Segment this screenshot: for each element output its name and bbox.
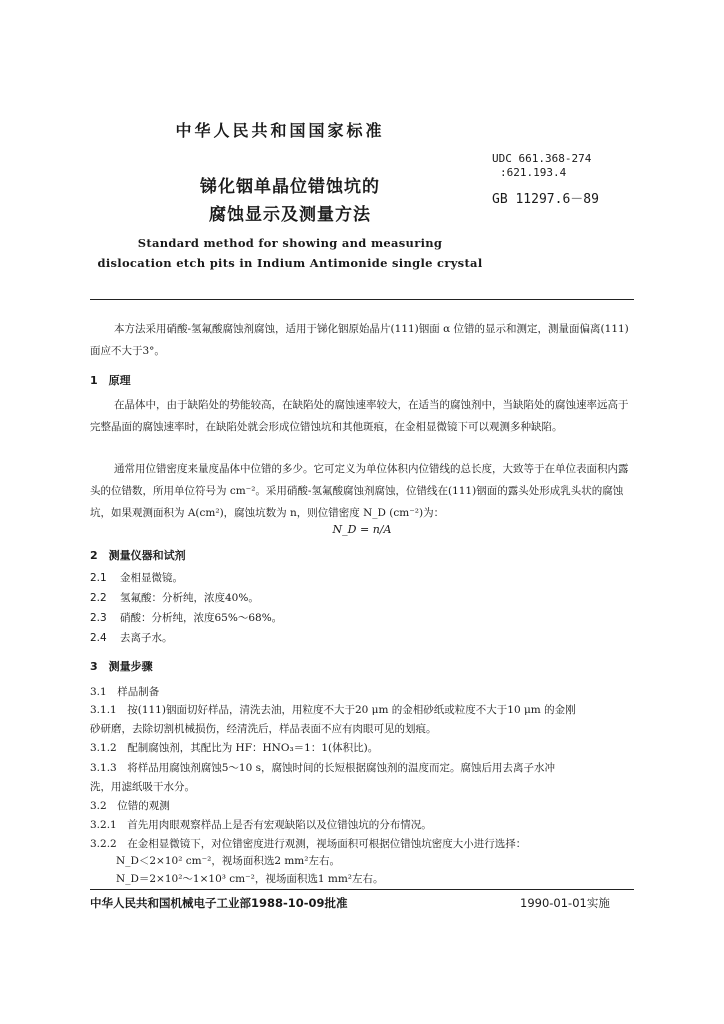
approval-statement: 中华人民共和国机械电子工业部1988-10-09批准 bbox=[90, 896, 348, 910]
standard-header-title: 中华人民共和国国家标准 bbox=[175, 121, 385, 140]
top-divider bbox=[90, 299, 634, 300]
title-en-line2: dislocation etch pits in Indium Antimonide single crystal bbox=[97, 256, 483, 270]
item-text: 硝酸：分析纯，浓度65%～68%。 bbox=[120, 612, 283, 624]
subsection-3-2-2: 3.2.2 在金相显微镜下，对位错密度进行观测，视场面积可根据位错蚀坑密度大小进行选择： bbox=[90, 838, 527, 850]
section-1-heading: 1 原理 bbox=[90, 374, 131, 387]
section-2-item bbox=[90, 588, 634, 608]
gb-number: GB 11297.6－89 bbox=[492, 192, 599, 207]
section-1-paragraph-2: 通常用位错密度来量度晶体中位错的多少。它可定义为单位体积内位错线的总长度，大致等于在单位表面积内露头的位错数，所用单位符号为 cm⁻²。采用硝酸-氢氟酸腐蚀剂腐蚀，位错线在(111)铟面的露头处形成乳头状的腐蚀坑，如果观测面积为 A(cm²)，腐蚀坑数为 n，则位错密度 N_D (cm⁻²)为： bbox=[90, 463, 629, 519]
dislocation-density-formula: N_D = n/A bbox=[332, 523, 392, 536]
field-area-condition-2: N_D＝2×10²～1×10³ cm⁻²，视场面积选1 mm²左右。 bbox=[116, 873, 384, 885]
title-en-line1: Standard method for showing and measuring bbox=[137, 236, 443, 250]
item-number: 2.1 bbox=[90, 572, 107, 584]
subsection-3-1-3-line2: 洗，用滤纸吸干水分。 bbox=[90, 781, 195, 793]
title-cn-line1: 锑化铟单晶位错蚀坑的 bbox=[200, 177, 380, 197]
section-2-item bbox=[90, 568, 634, 588]
field-area-condition-1: N_D＜2×10² cm⁻²，视场面积选2 mm²左右。 bbox=[116, 855, 340, 867]
udc-code-line2: :621.193.4 bbox=[500, 166, 567, 179]
item-text: 氢氟酸：分析纯，浓度40%。 bbox=[120, 592, 259, 604]
section-1-paragraph-1: 在晶体中，由于缺陷处的势能较高，在缺陷处的腐蚀速率较大，在适当的腐蚀剂中，当缺陷处的腐蚀速率远高于完整晶面的腐蚀速率时，在缺陷处就会形成位错蚀坑和其他斑痕，在金相显微镜下可以观测多种缺陷。 bbox=[90, 399, 629, 433]
section-2-item bbox=[90, 608, 634, 628]
subsection-3-1: 3.1 样品制备 bbox=[90, 686, 160, 698]
item-number: 2.2 bbox=[90, 592, 107, 604]
item-text: 去离子水。 bbox=[120, 632, 173, 644]
subsection-3-1-2: 3.1.2 配制腐蚀剂，其配比为 HF：HNO₃＝1：1(体积比)。 bbox=[90, 742, 379, 754]
implementation-date: 1990-01-01实施 bbox=[520, 896, 610, 910]
item-number: 2.4 bbox=[90, 632, 107, 644]
section-3-heading: 3 测量步骤 bbox=[90, 660, 153, 673]
subsection-3-2-1: 3.2.1 首先用肉眼观察样品上是否有宏观缺陷以及位错蚀坑的分布情况。 bbox=[90, 819, 432, 831]
footer-divider bbox=[90, 889, 634, 890]
udc-code-line1: UDC 661.368-274 bbox=[492, 152, 592, 165]
item-number: 2.3 bbox=[90, 612, 107, 624]
subsection-3-1-3-line1: 3.1.3 将样品用腐蚀剂腐蚀5～10 s，腐蚀时间的长短根据腐蚀剂的温度而定。腐蚀后用去离子水冲 bbox=[90, 762, 555, 774]
subsection-3-1-1-line1: 3.1.1 按(111)铟面切好样品，清洗去油，用粒度不大于20 μm 的金相砂纸或粒度不大于10 μm 的金刚 bbox=[90, 704, 576, 716]
subsection-3-2: 3.2 位错的观测 bbox=[90, 800, 170, 812]
section-2-heading: 2 测量仪器和试剂 bbox=[90, 549, 186, 562]
item-text: 金相显微镜。 bbox=[120, 572, 183, 584]
section-2-item bbox=[90, 628, 634, 648]
intro-paragraph: 本方法采用硝酸-氢氟酸腐蚀剂腐蚀，适用于锑化铟原始晶片(111)铟面 α 位错的显示和测定，测量面偏离(111)面应不大于3°。 bbox=[90, 323, 629, 357]
subsection-3-1-1-line2: 砂研磨，去除切割机械损伤，经清洗后，样品表面不应有肉眼可见的划痕。 bbox=[90, 723, 437, 735]
title-cn-line2: 腐蚀显示及测量方法 bbox=[209, 205, 371, 225]
